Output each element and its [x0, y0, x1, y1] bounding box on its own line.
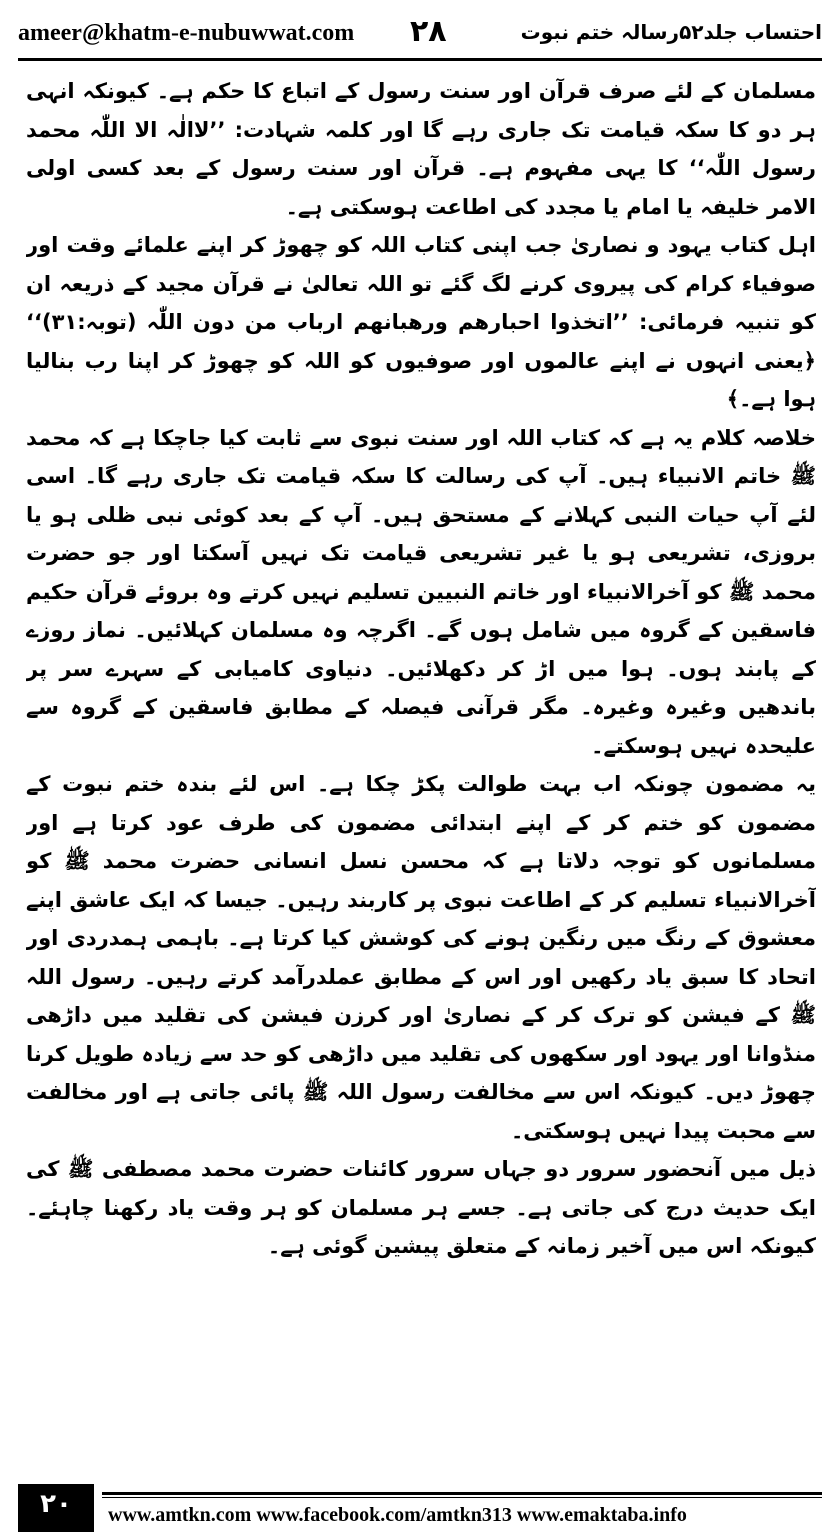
paragraph-text: یہ مضمون چونکہ اب بہت طوالت پکڑ چکا ہے۔ اس لئے بندہ ختم نبوت کے مضمون کو ختم کر کے اپنے ابتدائی مضمون کی طرف عود کرتا ہے اور مسلمانوں کو توجہ دلاتا ہے کہ محسن نسل انسانی حضرت محمد ﷺ کو آخرالانبیاء تسلیم کر کے اطاعت نبوی پر کاربند رہیں۔ جیسا کہ ایک عاشق اپنے معشوق کے رنگ میں رنگین ہونے کی کوشش کیا کرتا ہے۔ باہمی ہمدردی اور اتحاد کا سبق یاد رکھیں اور اس کے مطابق عملدرآمد کرتے رہیں۔ رسول اللہ ﷺ کے فیشن کو ترک کر کے نصاریٰ اور کرزن فیشن کی تقلید میں داڑھی منڈوانا اور یہود اور سکھوں کی تقلید میں داڑھی کو حد سے زیادہ طویل کرنا چھوڑ دیں۔ کیونکہ اس سے مخالفت رسول اللہ ﷺ پائی جاتی ہے اور مخالفت سے محبت پیدا نہیں ہوسکتی۔: [26, 772, 816, 1143]
header-email[interactable]: ameer@khatm-e-nubuwwat.com: [18, 20, 355, 46]
footer-divider-thin: [102, 1497, 822, 1498]
paragraph-text: ذیل میں آنحضور سرور دو جہاں سرور کائنات حضرت محمد مصطفی ﷺ کی ایک حدیث درج کی جاتی ہے۔ جسے ہر مسلمان کو ہر وقت یاد رکھنا چاہئے۔ کیونکہ اس میں آخیر زمانہ کے متعلق پیشین گوئی ہے۔: [26, 1157, 816, 1258]
paragraph-text: ﴿یعنی انہوں نے اپنے عالموں اور صوفیوں کو اللہ کو چھوڑ کر اپنا رب بنالیا ہوا ہے۔﴾: [26, 348, 816, 411]
header-page-number: ۲۸: [410, 14, 447, 49]
paragraph-text: خلاصہ کلام یہ ہے کہ کتاب اللہ اور سنت نبوی سے ثابت کیا جاچکا ہے کہ محمد ﷺ خاتم الانبیاء ہیں۔ آپ کی رسالت کا سکہ قیامت تک جاری رہے گا۔ اسی لئے آپ حیات النبی کہلانے کے مستحق ہیں۔ آپ کے بعد کوئی نبی ظلی ہو یا بروزی، تشریعی ہو یا غیر تشریعی قیامت تک نہیں آسکتا اور جو حضرت محمد ﷺ کو آخرالانبیاء اور خاتم النبیین تسلیم نہیں کرتے وہ بروئے قرآن حکیم فاسقین کے گروہ میں شامل ہوں گے۔ اگرچہ وہ مسلمان کہلائیں۔ نماز روزے کے پابند ہوں۔ ہوا میں اڑ کر دکھلائیں۔ دنیاوی کامیابی کے سہرے سر پر باندھیں وغیرہ وغیرہ۔ مگر قرآنی فیصلہ کے مطابق فاسقین کے گروہ سے علیحدہ نہیں ہوسکتے۔: [26, 425, 816, 758]
page-footer: [18, 1484, 822, 1532]
paragraph-text: کا یہی مفہوم ہے۔ قرآن اور سنت رسول کے بعد کسی اولی الامر خلیفہ یا امام یا مجدد کی اطاعت ہوسکتی ہے۔: [26, 156, 816, 219]
paragraph-text: اہل کتاب یہود و نصاریٰ جب اپنی کتاب اللہ کو چھوڑ کر اپنے علمائے وقت اور صوفیاء کرام کی پیروی کرنے لگ گئے تو اللہ تعالیٰ نے قرآن مجید کے ذریعہ ان کو تنبیہ فرمائی:: [26, 233, 816, 334]
quran-verse-quote: ’’اتخذوا احبارھم ورھبانھم ارباب من دون اللّٰہ (توبہ:۳۱)‘‘: [26, 310, 629, 334]
header-divider: [18, 58, 822, 61]
footer-links[interactable]: www.amtkn.com www.facebook.com/amtkn313 www.emaktaba.info: [108, 1504, 687, 1526]
paragraph-1: [26, 72, 816, 226]
page-body: [26, 72, 816, 1452]
footer-page-number: ۲۰: [18, 1484, 94, 1532]
paragraph-4: [26, 765, 816, 1150]
paragraph-text: مسلمان کے لئے صرف قرآن اور سنت رسول کے اتباع کا حکم ہے۔ کیونکہ انہی ہر دو کا سکہ قیامت تک جاری رہے گا اور کلمہ شہادت:: [26, 79, 816, 142]
footer-divider: [102, 1492, 822, 1495]
paragraph-3: [26, 419, 816, 766]
kalima-quote: ’’لاالٰہ الا اللّٰہ محمد رسول اللّٰہ‘‘: [26, 117, 816, 180]
header-title: احتساب جلد۵۲رسالہ ختم نبوت: [520, 20, 822, 44]
page-header: [18, 14, 822, 54]
paragraph-5: [26, 1150, 816, 1266]
paragraph-2: [26, 226, 816, 419]
